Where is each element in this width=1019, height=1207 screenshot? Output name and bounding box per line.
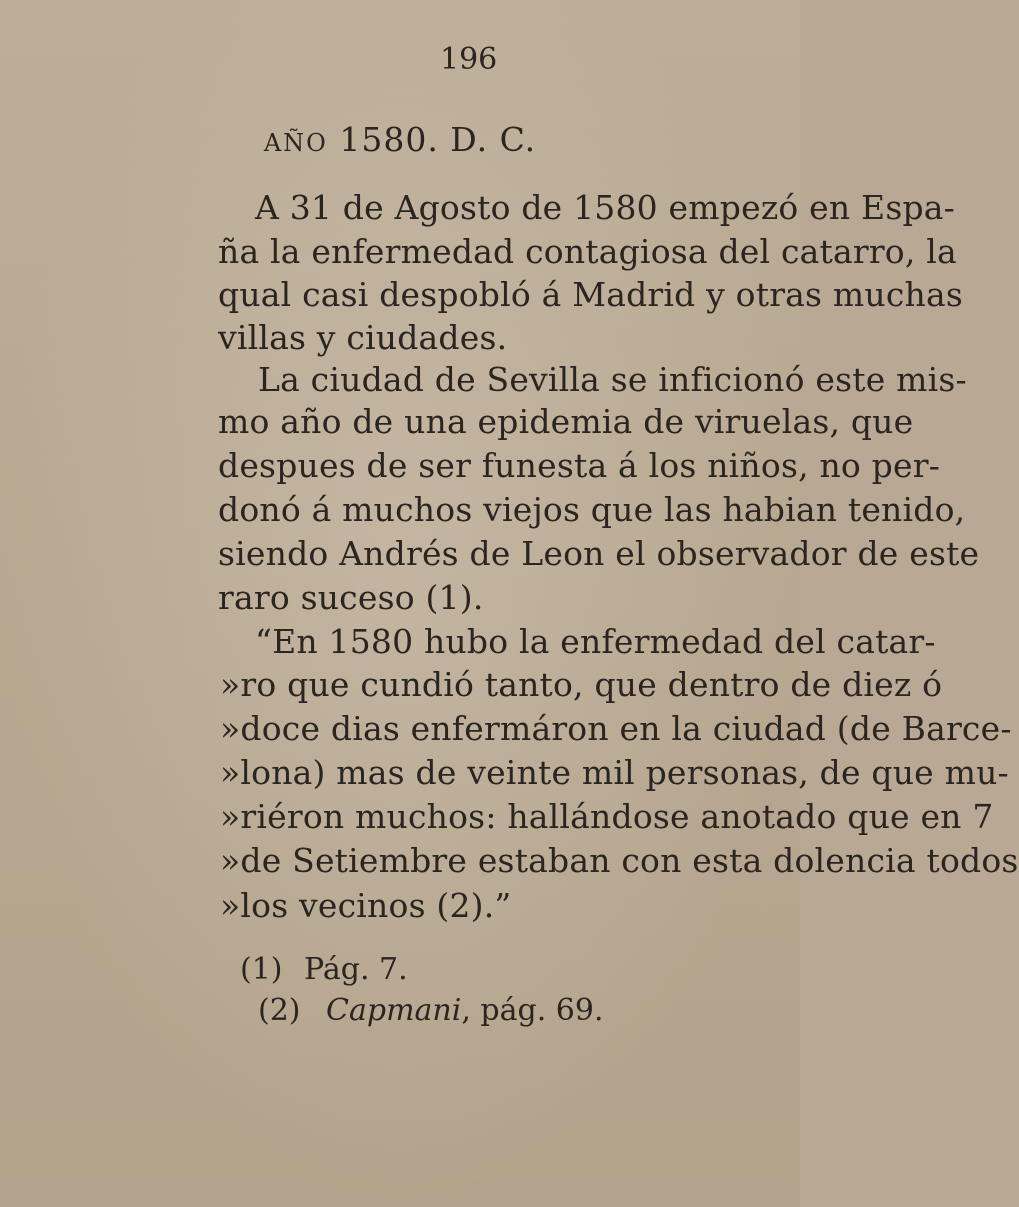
paragraph-line: siendo Andrés de Leon el observador de este	[218, 534, 980, 573]
footnote-marker: (1)	[240, 952, 283, 987]
footnote-2	[258, 993, 604, 1028]
footnote-marker: (2)	[258, 993, 301, 1028]
section-heading	[0, 120, 800, 159]
paragraph-line: raro suceso (1).	[218, 578, 484, 617]
paragraph-line: qual casi despobló á Madrid y otras muchas	[218, 275, 963, 314]
paragraph-line: La ciudad de Sevilla se inficionó este mis-	[258, 360, 967, 399]
quote-line: »riéron muchos: hallándose anotado que en 7	[220, 797, 994, 836]
paragraph-line: villas y ciudades.	[218, 318, 508, 357]
page-number: 196	[440, 42, 498, 77]
footnote-1	[240, 952, 408, 987]
heading-year-word: AÑO	[263, 129, 328, 157]
quote-line: »los vecinos (2).”	[220, 886, 512, 925]
heading-year: 1580. D. C.	[327, 120, 537, 159]
paragraph-line: donó á muchos viejos que las habian tenido,	[218, 490, 966, 529]
quote-line: »doce dias enfermáron en la ciudad (de Barce-	[220, 709, 1012, 748]
quote-line: “En 1580 hubo la enfermedad del catar-	[255, 622, 936, 661]
footnote-text: Pág. 7.	[304, 952, 408, 987]
footnote-author: Capmani	[326, 993, 462, 1028]
paragraph-line: ña la enfermedad contagiosa del catarro, la	[218, 232, 957, 271]
paragraph-line: A 31 de Agosto de 1580 empezó en Espa-	[255, 188, 956, 227]
paragraph-line: mo año de una epidemia de viruelas, que	[218, 402, 914, 441]
quote-line: »ro que cundió tanto, que dentro de diez ó	[220, 665, 943, 704]
footnote-text: , pág. 69.	[461, 993, 604, 1028]
quote-line: »de Setiembre estaban con esta dolencia todos	[220, 841, 1019, 880]
paragraph-line: despues de ser funesta á los niños, no per-	[218, 446, 941, 485]
quote-line: »lona) mas de veinte mil personas, de que mu-	[220, 753, 1009, 792]
